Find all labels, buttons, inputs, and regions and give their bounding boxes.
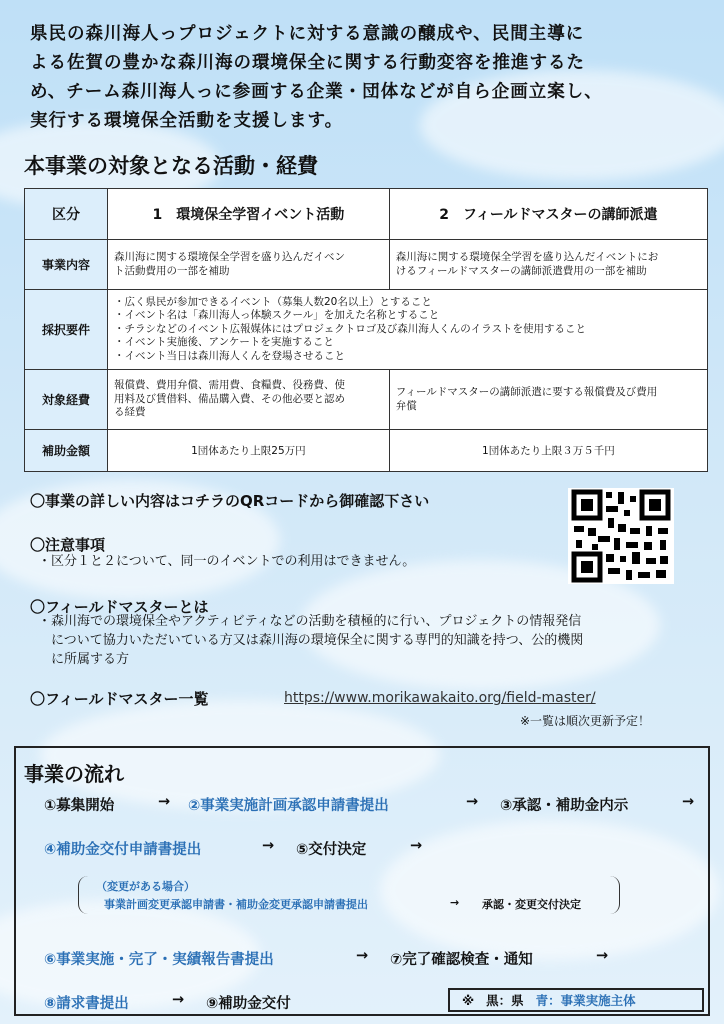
flow-arrow: → [356,948,369,964]
color-legend [448,988,704,1012]
caution-heading: 〇注意事項 [30,536,106,554]
amount-col1: 1団体あたり上限25万円 [108,430,390,472]
expenses-label: 対象経費 [25,370,108,430]
category-1: 1 環境保全学習イベント活動 [108,189,390,240]
cell-line: 森川海に関する環境保全学習を盛り込んだイベントにお [395,251,659,263]
intro-text [30,20,700,136]
field-master-description [38,612,708,669]
requirement-item: ・チラシなどのイベント広報媒体にはプロジェクトロゴ及び森川海人くんのイラストを使用すること [114,322,586,335]
flow-arrow: → [466,794,479,810]
table-header-row [25,189,708,240]
change-heading: （変更がある場合） [96,880,195,893]
flow-arrow: → [158,794,171,810]
legend-mark: ※ [462,992,475,1008]
cell-line: る経費 [114,406,146,419]
table-row-content [25,240,708,290]
flow-arrow: → [682,794,695,810]
flow-arrow: → [410,838,423,854]
qr-code-icon [568,488,674,584]
flow-arrow: → [172,992,185,1008]
step-7: ⑦完了確認検査・通知 [390,952,533,968]
requirements-label: 採択要件 [25,290,108,370]
content-label: 事業内容 [25,240,108,290]
requirement-item: ・イベント実施後、アンケートを実施すること [114,336,334,349]
cell-line: けるフィールドマスターの講師派遣費用の一部を補助 [395,264,647,277]
step-4: ④補助金交付申請書提出 [44,842,202,858]
change-text: 事業計画変更承認申請書・補助金変更承認申請書提出 [104,898,368,911]
cell-line: 弁償 [395,399,417,412]
step-2: ②事業実施計画承認申請書提出 [188,798,389,814]
flow-title: 事業の流れ [24,762,124,786]
table-row-requirements [25,290,708,370]
category-2: 2 フィールドマスターの講師派遣 [389,189,707,240]
intro-line: 県民の森川海人っプロジェクトに対する意識の醸成や、民間主導に [30,24,585,44]
table-row-expenses [25,370,708,430]
legend-blue: 青：事業実施主体 [535,993,636,1008]
step-5: ⑤交付決定 [296,842,367,858]
flow-arrow: → [596,948,609,964]
expenses-col2 [389,370,707,430]
category-label: 区分 [25,189,108,240]
flow-arrow: → [450,896,460,909]
field-master-heading: 〇フィールドマスターとは [30,598,209,616]
description-line: ・森川海での環境保全やアクティビティなどの活動を積極的に行い、プロジェクトの情報発信 [38,614,582,629]
cell-line: ト活動費用の一部を補助 [114,264,230,277]
expenses-col1 [108,370,390,430]
field-master-link[interactable]: https://www.morikawakaito.org/field-master/ [284,690,596,706]
description-line: に所属する方 [38,652,130,667]
cell-line: フィールドマスターの講師派遣に要する報償費及び費用 [395,386,658,398]
flow-arrow: → [262,838,275,854]
cell-line: 報償費、費用弁償、需用費、食糧費、役務費、使 [114,379,345,392]
amount-label: 補助金額 [25,430,108,472]
step-3: ③承認・補助金内示 [500,798,629,814]
intro-line: よる佐賀の豊かな森川海の環境保全に関する行動変容を推進するた [30,53,585,73]
requirements-list [108,290,708,370]
cell-line: 森川海に関する環境保全学習を盛り込んだイベン [114,251,345,263]
update-note: ※一覧は順次更新予定！ [520,714,651,728]
cell-line: 用料及び賃借料、備品購入費、その他必要と認め [114,392,345,405]
field-master-list-heading: 〇フィールドマスター一覧 [30,690,209,708]
details-note: 〇事業の詳しい内容はコチラのQRコードから御確認下さい [30,492,430,510]
requirement-item: ・イベント名は「森川海人っ体験スクール」を加えた名称とすること [114,309,440,322]
content-col1 [108,240,390,290]
section-title: 本事業の対象となる活動・経費 [24,154,318,178]
caution-text: ・区分１と２について、同一のイベントでの利用はできません。 [38,554,416,569]
intro-line: 実行する環境保全活動を支援します。 [30,111,344,131]
step-1: ①募集開始 [44,798,115,814]
qr-code[interactable] [568,488,674,584]
change-result: 承認・変更交付決定 [482,898,581,911]
activity-table [24,188,708,472]
table-row-amount [25,430,708,472]
content-col2 [389,240,707,290]
step-6: ⑥事業実施・完了・実績報告書提出 [44,952,274,968]
description-line: について協力いただいている方又は森川海の環境保全に関する専門的知識を持つ、公的機関 [38,633,584,648]
requirement-item: ・広く県民が参加できるイベント（募集人数20名以上）とすること [114,295,432,308]
legend-black: 黒：県 [486,993,524,1008]
intro-line: め、チーム森川海人っに参画する企業・団体などが自ら企画立案し、 [30,82,603,102]
step-9: ⑨補助金交付 [206,996,291,1012]
step-8: ⑧請求書提出 [44,996,129,1012]
requirement-item: ・イベント当日は森川海人くんを登場させること [114,349,345,362]
amount-col2: 1団体あたり上限３万５千円 [389,430,707,472]
